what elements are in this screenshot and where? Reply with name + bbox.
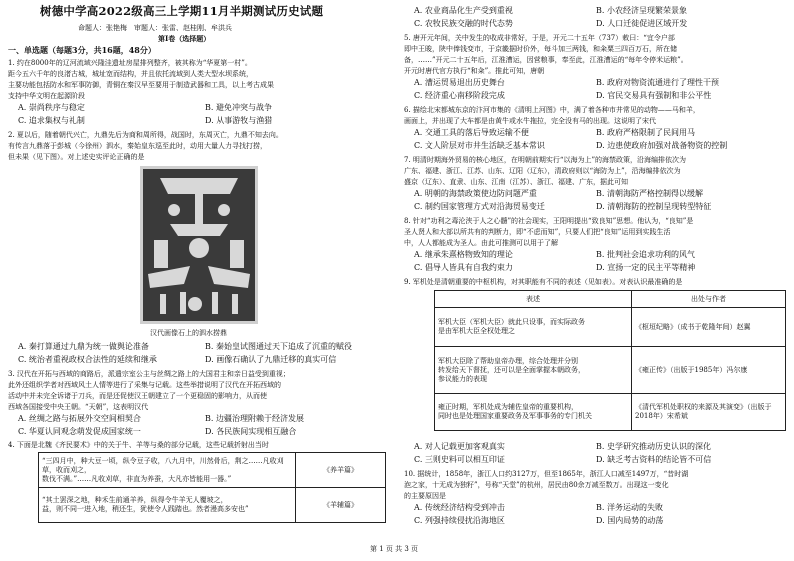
q9-statement-line: 军机大臣除了帮助皇帝办理，综合处理并分别 [438,356,578,365]
q9-source-cell: 《清代军机处职权的来源及其演变》（出版于2018年）宋希斌 [632,394,786,431]
q10-line: 泡之家，十无成为独籽”，号称“天堂”的杭州，居民由80余万减至数万。出现这一变化 [404,481,669,489]
q10-line: 10. 据统计，1858年，浙江人口约3127万，但至1865年，浙江人口减至1497万，“昔时湖 [404,470,689,478]
q3-option-a[interactable]: A. 丝绸之路与拓展外交空间相契合 [18,414,141,423]
table-header-row [435,291,786,308]
q9-source-cell: 《枢垣纪略》（成书于乾隆年间）赵翼 [632,308,786,347]
figure-caption: 汉代画像石上的泗水捞鼎 [150,329,227,337]
q5-line: 5. 唐开元年间，关中发生的收成非常好，于是，开元二十五年（737）敕曰：“宜令户部 [404,34,675,42]
q6-option-c[interactable]: C. 文人阶层对市井生活缺乏基本常识 [414,141,545,150]
q2-option-b[interactable]: B. 秦始皇试图通过天下追成了沉重的赋役 [205,342,352,351]
q9-statement-line: 是由军机大臣全权处理之 [438,327,515,335]
q7-line: 广东、福建、浙江、江苏、山东、辽阳（辽东），清政府则以“海防为上”，沿海编排依次为 [404,167,681,175]
q9-header-statement: 表述 [435,291,632,308]
q9-statement-line: 参议能力的表现 [438,374,487,383]
q9-option-a[interactable]: A. 对人记载更加客观真实 [414,442,505,451]
q10-option-c[interactable]: C. 列强持续侵扰沿海地区 [414,516,505,525]
q2-option-d[interactable]: D. 画像石确认了九鼎迁移的真实可信 [205,355,337,364]
q10-option-d[interactable]: D. 国内局势的动荡 [596,516,664,525]
q5-option-d[interactable]: D. 官民交易具有强制和非公平性 [596,91,712,100]
q3-line: 此外还组织学者对西域风土人情等进行了采集与记载。这些举措说明了汉代在开拓西域的 [8,381,281,389]
q10-line: 的主要原因是 [404,492,446,500]
q3-option-d[interactable]: D. 各民族间实现相互融合 [205,427,297,436]
q4-source-cell: 《羊辅篇》 [296,488,386,523]
q8-line: 圣人贤人和大部以所共有的判断力，即“不虑而知”，只要人们把“良知”运用到实践生活 [404,228,671,236]
stone-relief-figure [140,166,258,324]
q8-option-c[interactable]: C. 倡导人皆具有自我约束力 [414,263,513,272]
q1-line: 1. 约在8000年的辽河流域兴隆洼遗址房屋排列整齐，被其称为“华夏第一村”。 [8,59,252,67]
q4-quote-cell [39,453,296,488]
q8-option-d[interactable]: D. 宣扬一定的民主平等精神 [596,263,696,272]
table-row [39,453,386,488]
q1-line: 支持中华文明在起源阶段 [8,92,85,100]
q2-option-a[interactable]: A. 秦打算通过九鼎为统一做舆论准备 [18,342,149,351]
table-row [435,394,786,431]
q1-line: 距今五六千年的良渚古城，城址宽而结构，并且依托流域到人类大型水坝系统， [8,70,253,78]
q9-option-b[interactable]: B. 史学研究推动历史认识的深化 [596,442,711,451]
q9-option-d[interactable]: D. 缺乏考古资料的结论皆不可信 [596,455,712,464]
q9-option-c[interactable]: C. 三则史料可以相互印证 [414,455,505,464]
q4-table [38,452,386,523]
q2-option-c[interactable]: C. 统治者重视政权合法性的延续和继承 [18,355,157,364]
q9-statement-cell [435,308,632,347]
q9-statement-line: 转发给天下督抚，还可以是全面掌握本朝政务， [438,365,585,374]
q9-source-cell: 《雍正传》（出版于1985年）冯尔康 [632,347,786,394]
q8-line: 中，人人都能成为圣人。由此可推测可以用于了解 [404,239,558,247]
q2-line: 2. 夏以后，随着朝代兴亡，九鼎先后为商和周所得，战国时，东周灭亡，九鼎不知去向。 [8,131,283,139]
q7-line: 盛京（辽东）、直隶、山东、江南（江苏）、浙江、福建、广东，据此可知 [404,178,628,186]
q8-line: 8. 针对“功利之毒沦浃于人之心髓”的社会现实，王阳明提出“致良知”思想。他认为，“良知”是 [404,217,694,225]
q5-line: 开元时唐代官方执行“和籴”。推此可知，唐朝 [404,67,545,75]
q10-option-a[interactable]: A. 传统经济结构受到冲击 [414,503,505,512]
q9-statement-line: 同时也是处理国家重要政务及军事事务的专门机关 [438,412,592,420]
q6-line: 6. 描绘北宋都城东京的汴河市集的《清明上河图》中，满了着各种市井常见的动物——马和羊， [404,106,700,114]
q7-option-b[interactable]: B. 清朝海防严格控制得以缓解 [596,189,703,198]
q3-option-c[interactable]: C. 华夏认同观念萌发促成国家统一 [18,427,141,436]
q4-stem: 4. 下面是北魏《齐民要术》中的关于牛、羊等与桑的部分记载，这些记载折射出当时 [8,441,269,449]
q4-quote-cell [39,488,296,523]
q4-quote-line: “三四月中，种大豆一顷，纵令豆子收，八九月中，川然骨后，荆之……凡收刈草，收而刈之， [42,456,284,474]
part-heading: 一、单选题（每题3分，共16题，48分） [8,45,156,55]
q7-option-a[interactable]: A. 明朝的海禁政策使边防问题严重 [414,189,537,198]
q9-header-source: 出处与作者 [632,291,786,308]
q2-line: 但未果（见下图）。对上述史实评论正确的是 [8,153,145,161]
q9-statement-cell [435,394,632,431]
q9-stem: 9. 军机处是清朝重要的中枢机构，对其职能有不同的表述（见如表）。对表认识最准确的是 [404,278,683,286]
q9-statement-line: 军机大臣（军机大臣）就此只设事，而实际政务 [438,318,585,326]
q2-line: 有传言九鼎落于彭城（今徐州）泗水，秦始皇东巡至此时，动用大量人力寻找打捞， [8,142,267,150]
page-footer: 第 1 页 共 3 页 [370,545,419,553]
q4-option-d[interactable]: D. 人口迁徙促进区域开发 [596,19,688,28]
q5-option-a[interactable]: A. 漕运贸易退出历史舞台 [414,78,505,87]
q1-option-c[interactable]: C. 追求集权与礼制 [18,116,85,125]
q10-option-b[interactable]: B. 洋务运动的失败 [596,503,663,512]
q1-option-a[interactable]: A. 崇尚秩序与稳定 [18,103,85,112]
q8-option-b[interactable]: B. 批判社会追求功利的风气 [596,250,695,259]
table-row [435,347,786,394]
q8-option-a[interactable]: A. 继承朱熹格物致知的理论 [414,250,513,259]
table-row [39,488,386,523]
q1-line: 主要功能包括防水和军事防御，青铜在秦汉早至要用于制造武器和工具，以上考古成果 [8,81,274,89]
q4-quote-line: 数伐不满。”……凡收刈草，非直为养蚕，大凡亦皆能用一器。” [42,474,232,483]
q4-source-cell: 《养羊篇》 [296,453,386,488]
q1-option-b[interactable]: B. 避免冲突与战争 [205,103,272,112]
q9-statement-cell [435,347,632,394]
q3-line: 活动中并未完全诉诸于刀兵，而是还促使汉王朝建立了一个更稳固的影响力，从而使 [8,392,267,400]
q3-line: 3. 汉代在开拓与西域的商路后，派遣宗室公主与丝绸之路上的大国君主和亲日益受到重视； [8,370,290,378]
q9-statement-line: 雍正时期，军机处成为辅佐皇帝的重要机构， [438,403,578,411]
authors-line: 命题人：张艳梅 审题人：张雷、赵桂刚、牟洪兵 [78,24,232,32]
q4-quote-line: “其土罢深之地，种禾生前通羊养，纵得令牛羊无人覆坡之， [42,496,228,504]
q4-quote-line: 益，则不同一进入地，稍还生，犹使令人践踏也。然者漫高多安也” [42,505,249,513]
q5-option-c[interactable]: C. 经济重心南移阶段完成 [414,91,505,100]
q7-option-c[interactable]: C. 制约国家管理方式对沿海贸易变迁 [414,202,545,211]
q6-line: 画面上，并出现了大车都是由黄牛或水牛拖拉，完全没有马的出现。这说明了宋代 [404,117,656,125]
q1-option-d[interactable]: D. 从事游牧与渔猎 [205,116,273,125]
q4-option-a[interactable]: A. 农业商品化生产受到重视 [414,6,513,15]
table-row [435,308,786,347]
q6-option-d[interactable]: D. 边患使政府加强对战备物资的控制 [596,141,728,150]
q4-option-c[interactable]: C. 农牧民族交融的时代态势 [414,19,513,28]
q6-option-b[interactable]: B. 政府严格限制了民间用马 [596,128,695,137]
q7-line: 7. 明清时期海外贸易的核心地区，在明朝前期实行“以海为上”的海禁政策，沿海编排依次为 [404,156,687,164]
q4-option-b[interactable]: B. 小农经济呈现繁荣景象 [596,6,687,15]
q6-option-a[interactable]: A. 交通工具的落后导致运输不便 [414,128,529,137]
q5-line: 备，……”开元二十五年后，江淮漕运，因营粮事，奉至此，江淮漕运的“每年令停米运粮”。 [404,56,688,64]
q3-line: 西域各国接受中央王朝。“天朝”，这表明汉代 [8,403,149,411]
q5-option-b[interactable]: B. 政府对物资流通进行了理性干预 [596,78,719,87]
q5-line: 即中王晙，陕中俸钱变市，于京畿据时价外，每斗加三两钱，和籴粟三四百万石，所在储 [404,45,677,53]
q7-option-d[interactable]: D. 清朝海防的控制呈现转型特征 [596,202,712,211]
q9-table [434,290,786,431]
exam-title: 树德中学高2022级高三上学期11月半期测试历史试题 [40,4,324,18]
section-heading: 第Ⅰ卷（选择题） [158,34,211,43]
q3-option-b[interactable]: B. 边疆治理附赖于经济发展 [205,414,304,423]
